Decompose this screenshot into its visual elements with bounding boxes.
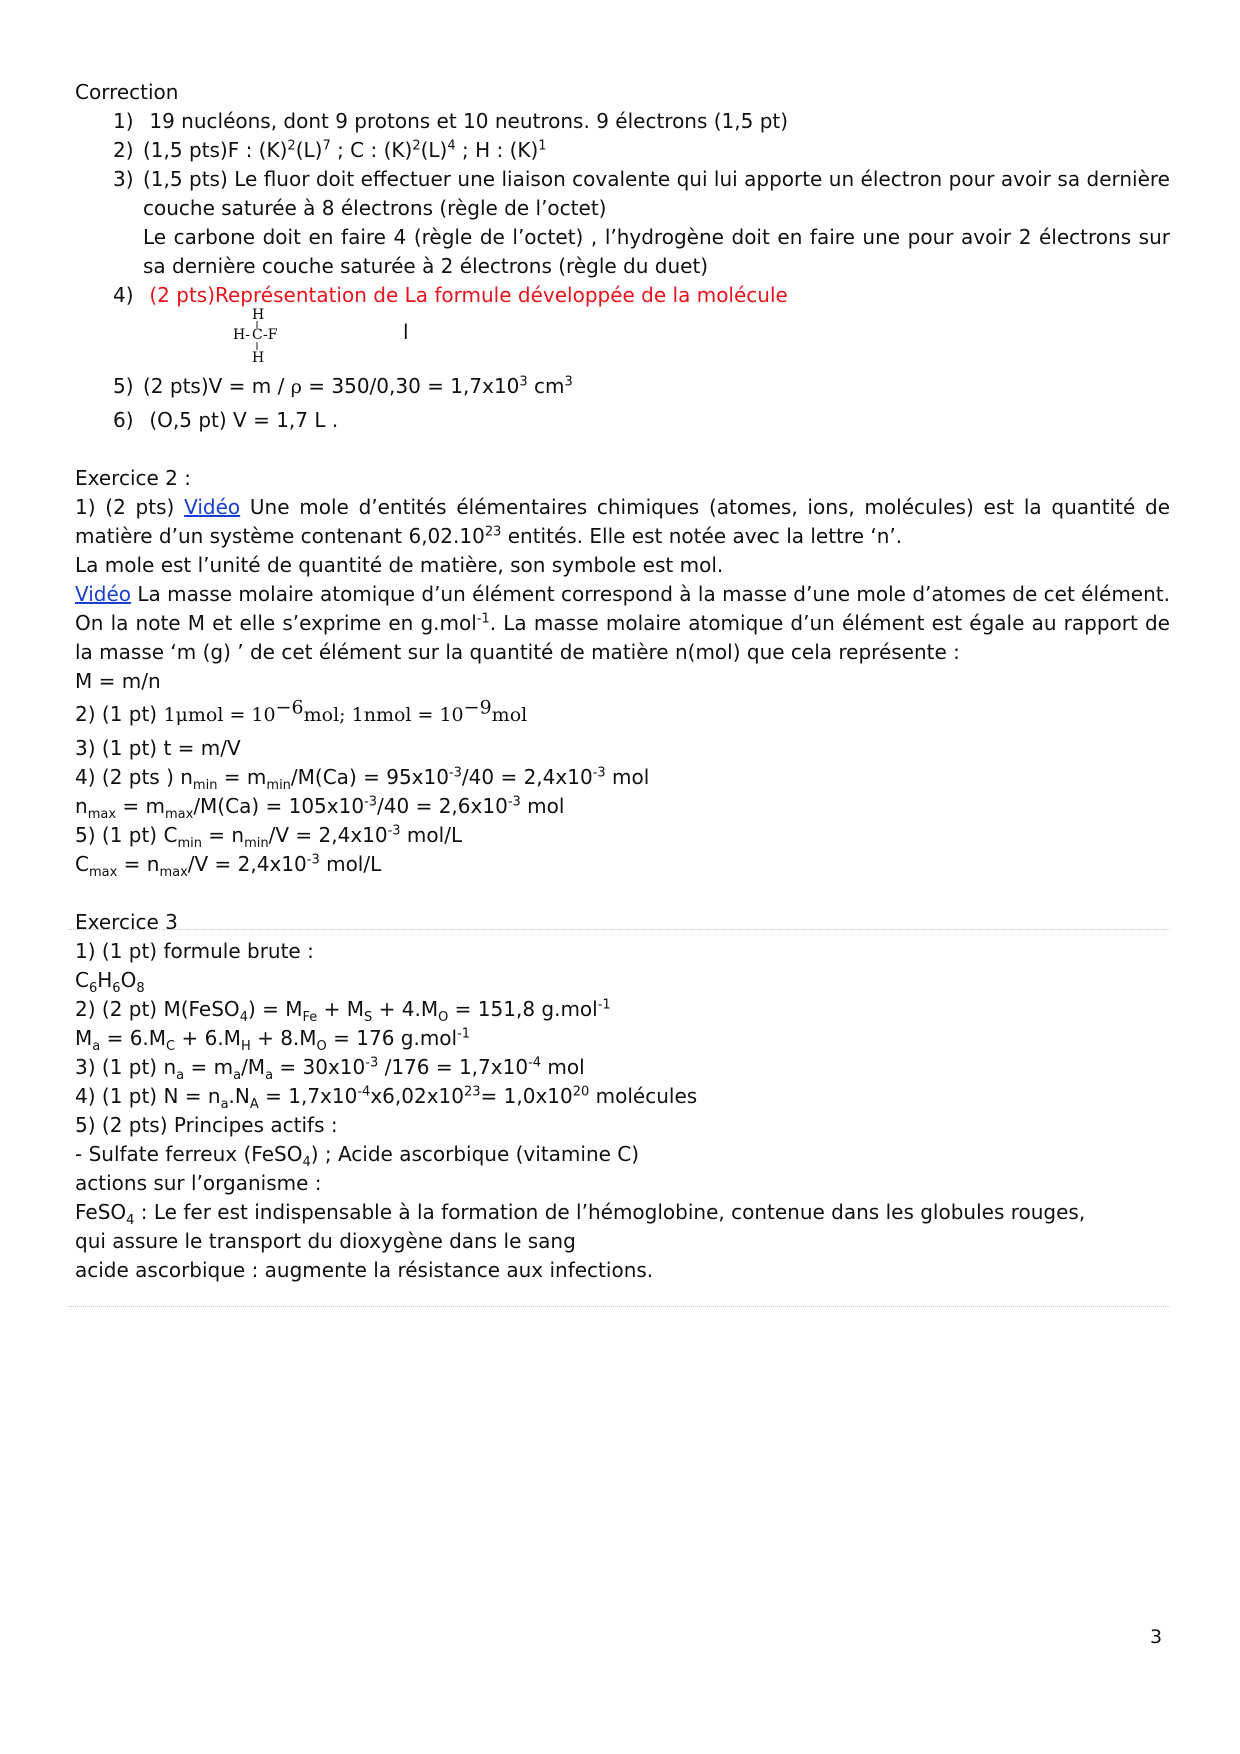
subscript: a [220, 1097, 229, 1112]
text: : Le fer est indispensable à la formation de l’hémoglobine, contenue dans les globules rouges, [134, 1200, 1086, 1224]
ex2-q4b [75, 792, 1170, 821]
superscript: -3 [365, 1055, 379, 1071]
exercise-2-heading: Exercice 2 : [75, 466, 191, 490]
text: = n [117, 852, 160, 876]
superscript: 7 [322, 138, 331, 154]
item-text: ; H : (K) [455, 138, 539, 162]
spacer [75, 879, 1170, 908]
ex3-q1: 1) (1 pt) formule brute : [75, 939, 314, 963]
video-link[interactable]: Vidéo [184, 495, 241, 519]
ex3-active-ingredients [75, 1140, 1170, 1169]
math-expression: 1μmol = 10 [163, 704, 276, 726]
document-content [75, 78, 1170, 1285]
text: 5) (1 pt) C [75, 823, 178, 847]
paragraph-text: Une mole d’entités élémentaires chimiques (atomes, ions, molécules) est la quantité de matière d’un système contenant 6,02.10 [75, 495, 1171, 548]
subscript: O [316, 1039, 327, 1054]
subscript: max [87, 807, 117, 822]
subscript: 6 [88, 981, 98, 996]
item-text: (2 pts)Représentation de La formule développée de la molécule [149, 283, 788, 307]
ex3-q2 [75, 995, 1170, 1024]
paragraph-text: . La masse molaire atomique d’un élément est égale au rapport de la masse ‘m (g) ’ de cet élément sur la quantité de matière n(mol) que cela représente : [75, 611, 1170, 664]
text: /M(Ca) = 95x10 [290, 765, 449, 789]
item-text-block [143, 165, 1170, 281]
subscript: min [177, 836, 202, 851]
question-label: 2) (1 pt) [75, 702, 164, 726]
atom-h-bottom: H [252, 350, 265, 366]
text: M [75, 1026, 93, 1050]
text: /V = 2,4x10 [187, 852, 307, 876]
subscript: 8 [136, 981, 145, 996]
math-expression: mol; 1nmol = 10 [303, 704, 464, 726]
item-number: 3) [113, 167, 134, 191]
superscript: 1 [538, 138, 547, 154]
ex2-q4 [75, 763, 1170, 792]
atom-h-left: H- [233, 327, 250, 343]
item-text: (2 pts)V = m / [143, 374, 291, 398]
subscript: max [164, 807, 194, 822]
section-divider [68, 929, 1170, 930]
subscript: min [192, 778, 218, 793]
text: n [75, 794, 88, 818]
superscript: -3 [592, 765, 606, 781]
atom-h-top: H [252, 308, 265, 323]
item-number: 5) [113, 374, 134, 398]
text: /176 = 1,7x10 [378, 1055, 529, 1079]
ex2-mole-unit: La mole est l’unité de quantité de matière, son symbole est mol. [75, 553, 724, 577]
subscript: a [265, 1068, 274, 1083]
math-expression: mol [491, 704, 528, 726]
superscript: 20 [572, 1084, 590, 1100]
text: + M [317, 997, 364, 1021]
text: = m [184, 1055, 234, 1079]
superscript: -4 [357, 1084, 371, 1100]
item-text: (1,5 pts)F : (K) [143, 138, 288, 162]
text: = 176 g.mol [326, 1026, 458, 1050]
text: + 6.M [175, 1026, 241, 1050]
subscript: a [233, 1068, 242, 1083]
text: C [75, 852, 89, 876]
item-text: ; C : (K) [330, 138, 413, 162]
subscript: C [166, 1039, 176, 1054]
text: = 6.M [100, 1026, 167, 1050]
atom-f-right: -F [263, 327, 278, 343]
paragraph-text: 1) (2 pts) [75, 495, 185, 519]
correction-item-6 [75, 406, 1170, 435]
text: .N [228, 1084, 250, 1108]
superscript: 23 [463, 1084, 481, 1100]
text: mol/L [400, 823, 463, 847]
text: = n [201, 823, 245, 847]
text: mol [541, 1055, 585, 1079]
text: molécules [589, 1084, 698, 1108]
text: = m [217, 765, 267, 789]
correction-heading: Correction [75, 80, 179, 104]
text: ) = M [247, 997, 303, 1021]
subscript: O [438, 1010, 449, 1025]
subscript: a [176, 1068, 185, 1083]
subscript: min [266, 778, 291, 793]
superscript: 23 [484, 524, 502, 540]
superscript: 3 [519, 374, 528, 390]
superscript: 4 [447, 138, 456, 154]
text: C [75, 968, 89, 992]
superscript: -1 [457, 1026, 471, 1042]
item-text: = 350/0,30 = 1,7x10 [301, 374, 520, 398]
text: /M [241, 1055, 266, 1079]
ex3-feso4-action-cont: qui assure le transport du dioxygène dans le sang [75, 1229, 576, 1253]
video-link[interactable]: Vidéo [75, 582, 132, 606]
ex3-q2b [75, 1024, 1170, 1053]
superscript: 3 [564, 374, 573, 390]
text: /M(Ca) = 105x10 [193, 794, 365, 818]
molecule-structure [75, 308, 1170, 366]
ex2-formula-m: M = m/n [75, 669, 161, 693]
text: /V = 2,4x10 [268, 823, 388, 847]
correction-item-1 [75, 107, 1170, 136]
rho-symbol: ρ [290, 376, 302, 398]
item-number: 6) [113, 408, 134, 432]
subscript: H [240, 1039, 251, 1054]
ex3-q3 [75, 1053, 1170, 1082]
text: mol [520, 794, 565, 818]
spacer [75, 435, 1170, 464]
text: /40 = 2,6x10 [377, 794, 508, 818]
superscript: −6 [275, 696, 304, 719]
superscript: -3 [364, 794, 378, 810]
superscript: -4 [528, 1055, 542, 1071]
item-text: (L) [295, 138, 323, 162]
subscript: min [244, 836, 269, 851]
text: 3) (1 pt) n [75, 1055, 177, 1079]
text: mol [605, 765, 650, 789]
ex2-q5 [75, 821, 1170, 850]
superscript: 2 [287, 138, 296, 154]
text: + 4.M [372, 997, 439, 1021]
page-number: 3 [1150, 1626, 1163, 1648]
item-text: (O,5 pt) V = 1,7 L . [149, 408, 339, 432]
text: FeSO [75, 1200, 127, 1224]
atom-c-center: C [252, 327, 263, 343]
text: = 151,8 g.mol [448, 997, 598, 1021]
text: = 30x10 [273, 1055, 366, 1079]
text: + 8.M [250, 1026, 317, 1050]
text: 4) (1 pt) N = n [75, 1084, 221, 1108]
item-text: Le carbone doit en faire 4 (règle de l’octet) , l’hydrogène doit en faire une pour avoir 2 électrons sur sa dernière couche saturée à 2 électrons (règle du duet) [143, 225, 1170, 278]
superscript: -1 [476, 611, 490, 627]
superscript: -3 [507, 794, 521, 810]
exercise-3-heading: Exercice 3 [75, 910, 178, 934]
subscript: 4 [126, 1213, 135, 1228]
text: H [97, 968, 113, 992]
text: = 1,0x10 [480, 1084, 573, 1108]
text: = m [116, 794, 165, 818]
ex3-q5: 5) (2 pts) Principes actifs : [75, 1113, 338, 1137]
subscript: max [88, 865, 118, 880]
text: /40 = 2,4x10 [461, 765, 593, 789]
text: O [120, 968, 137, 992]
superscript: -3 [306, 852, 320, 868]
subscript: a [92, 1039, 101, 1054]
correction-item-4 [75, 281, 1170, 310]
section-divider [68, 1306, 1170, 1307]
ex3-feso4-action [75, 1198, 1170, 1227]
ex2-q2 [75, 696, 1170, 730]
ex3-formula [75, 966, 1170, 995]
superscript: 2 [412, 138, 421, 154]
item-number: 2) [113, 138, 134, 162]
ex2-molar-mass-paragraph [75, 580, 1170, 667]
superscript: −9 [463, 696, 492, 719]
subscript: 6 [112, 981, 121, 996]
subscript: S [364, 1010, 373, 1025]
subscript: 4 [239, 1010, 248, 1025]
text: - Sulfate ferreux (FeSO [75, 1142, 303, 1166]
text: 2) (2 pt) M(FeSO [75, 997, 240, 1021]
item-text: (L) [420, 138, 448, 162]
item-number: 4) [113, 283, 134, 307]
correction-item-5 [75, 372, 1170, 402]
subscript: 4 [302, 1155, 311, 1170]
superscript: -3 [387, 823, 401, 839]
ex3-q4 [75, 1082, 1170, 1111]
correction-item-3 [75, 165, 1170, 281]
subscript: A [249, 1097, 259, 1112]
ex2-q1-paragraph [75, 493, 1170, 551]
paragraph-text: La masse molaire atomique d’un élément correspond à la masse d’une mole d’atomes de cet élément. On la note M et elle s’exprime en g.mol [75, 582, 1170, 635]
text: = 1,7x10 [258, 1084, 358, 1108]
ex3-ascorbic-action: acide ascorbique : augmente la résistance aux infections. [75, 1258, 654, 1282]
superscript: -3 [448, 765, 462, 781]
item-text: (1,5 pts) Le fluor doit effectuer une liaison covalente qui lui apporte un électron pour avoir sa dernière couche saturée à 8 électrons (règle de l’octet) [143, 167, 1170, 220]
item-number: 1) [113, 109, 134, 133]
superscript: -1 [597, 997, 611, 1013]
text: ) ; Acide ascorbique (vitamine C) [310, 1142, 640, 1166]
item-text: cm [527, 374, 565, 398]
ex2-q3: 3) (1 pt) t = m/V [75, 736, 241, 760]
item-text: 19 nucléons, dont 9 protons et 10 neutrons. 9 électrons (1,5 pt) [149, 109, 789, 133]
ex2-q5b [75, 850, 1170, 879]
ex3-actions-label: actions sur l’organisme : [75, 1171, 322, 1195]
developed-formula-diagram [220, 308, 310, 366]
text: mol/L [319, 852, 382, 876]
subscript: Fe [302, 1010, 318, 1025]
text: x6,02x10 [370, 1084, 464, 1108]
text: 4) (2 pts ) n [75, 765, 193, 789]
correction-item-2 [75, 136, 1170, 165]
subscript: max [159, 865, 188, 880]
paragraph-text: entités. Elle est notée avec la lettre ‘n’. [501, 524, 903, 548]
stray-mark: l [403, 320, 409, 344]
